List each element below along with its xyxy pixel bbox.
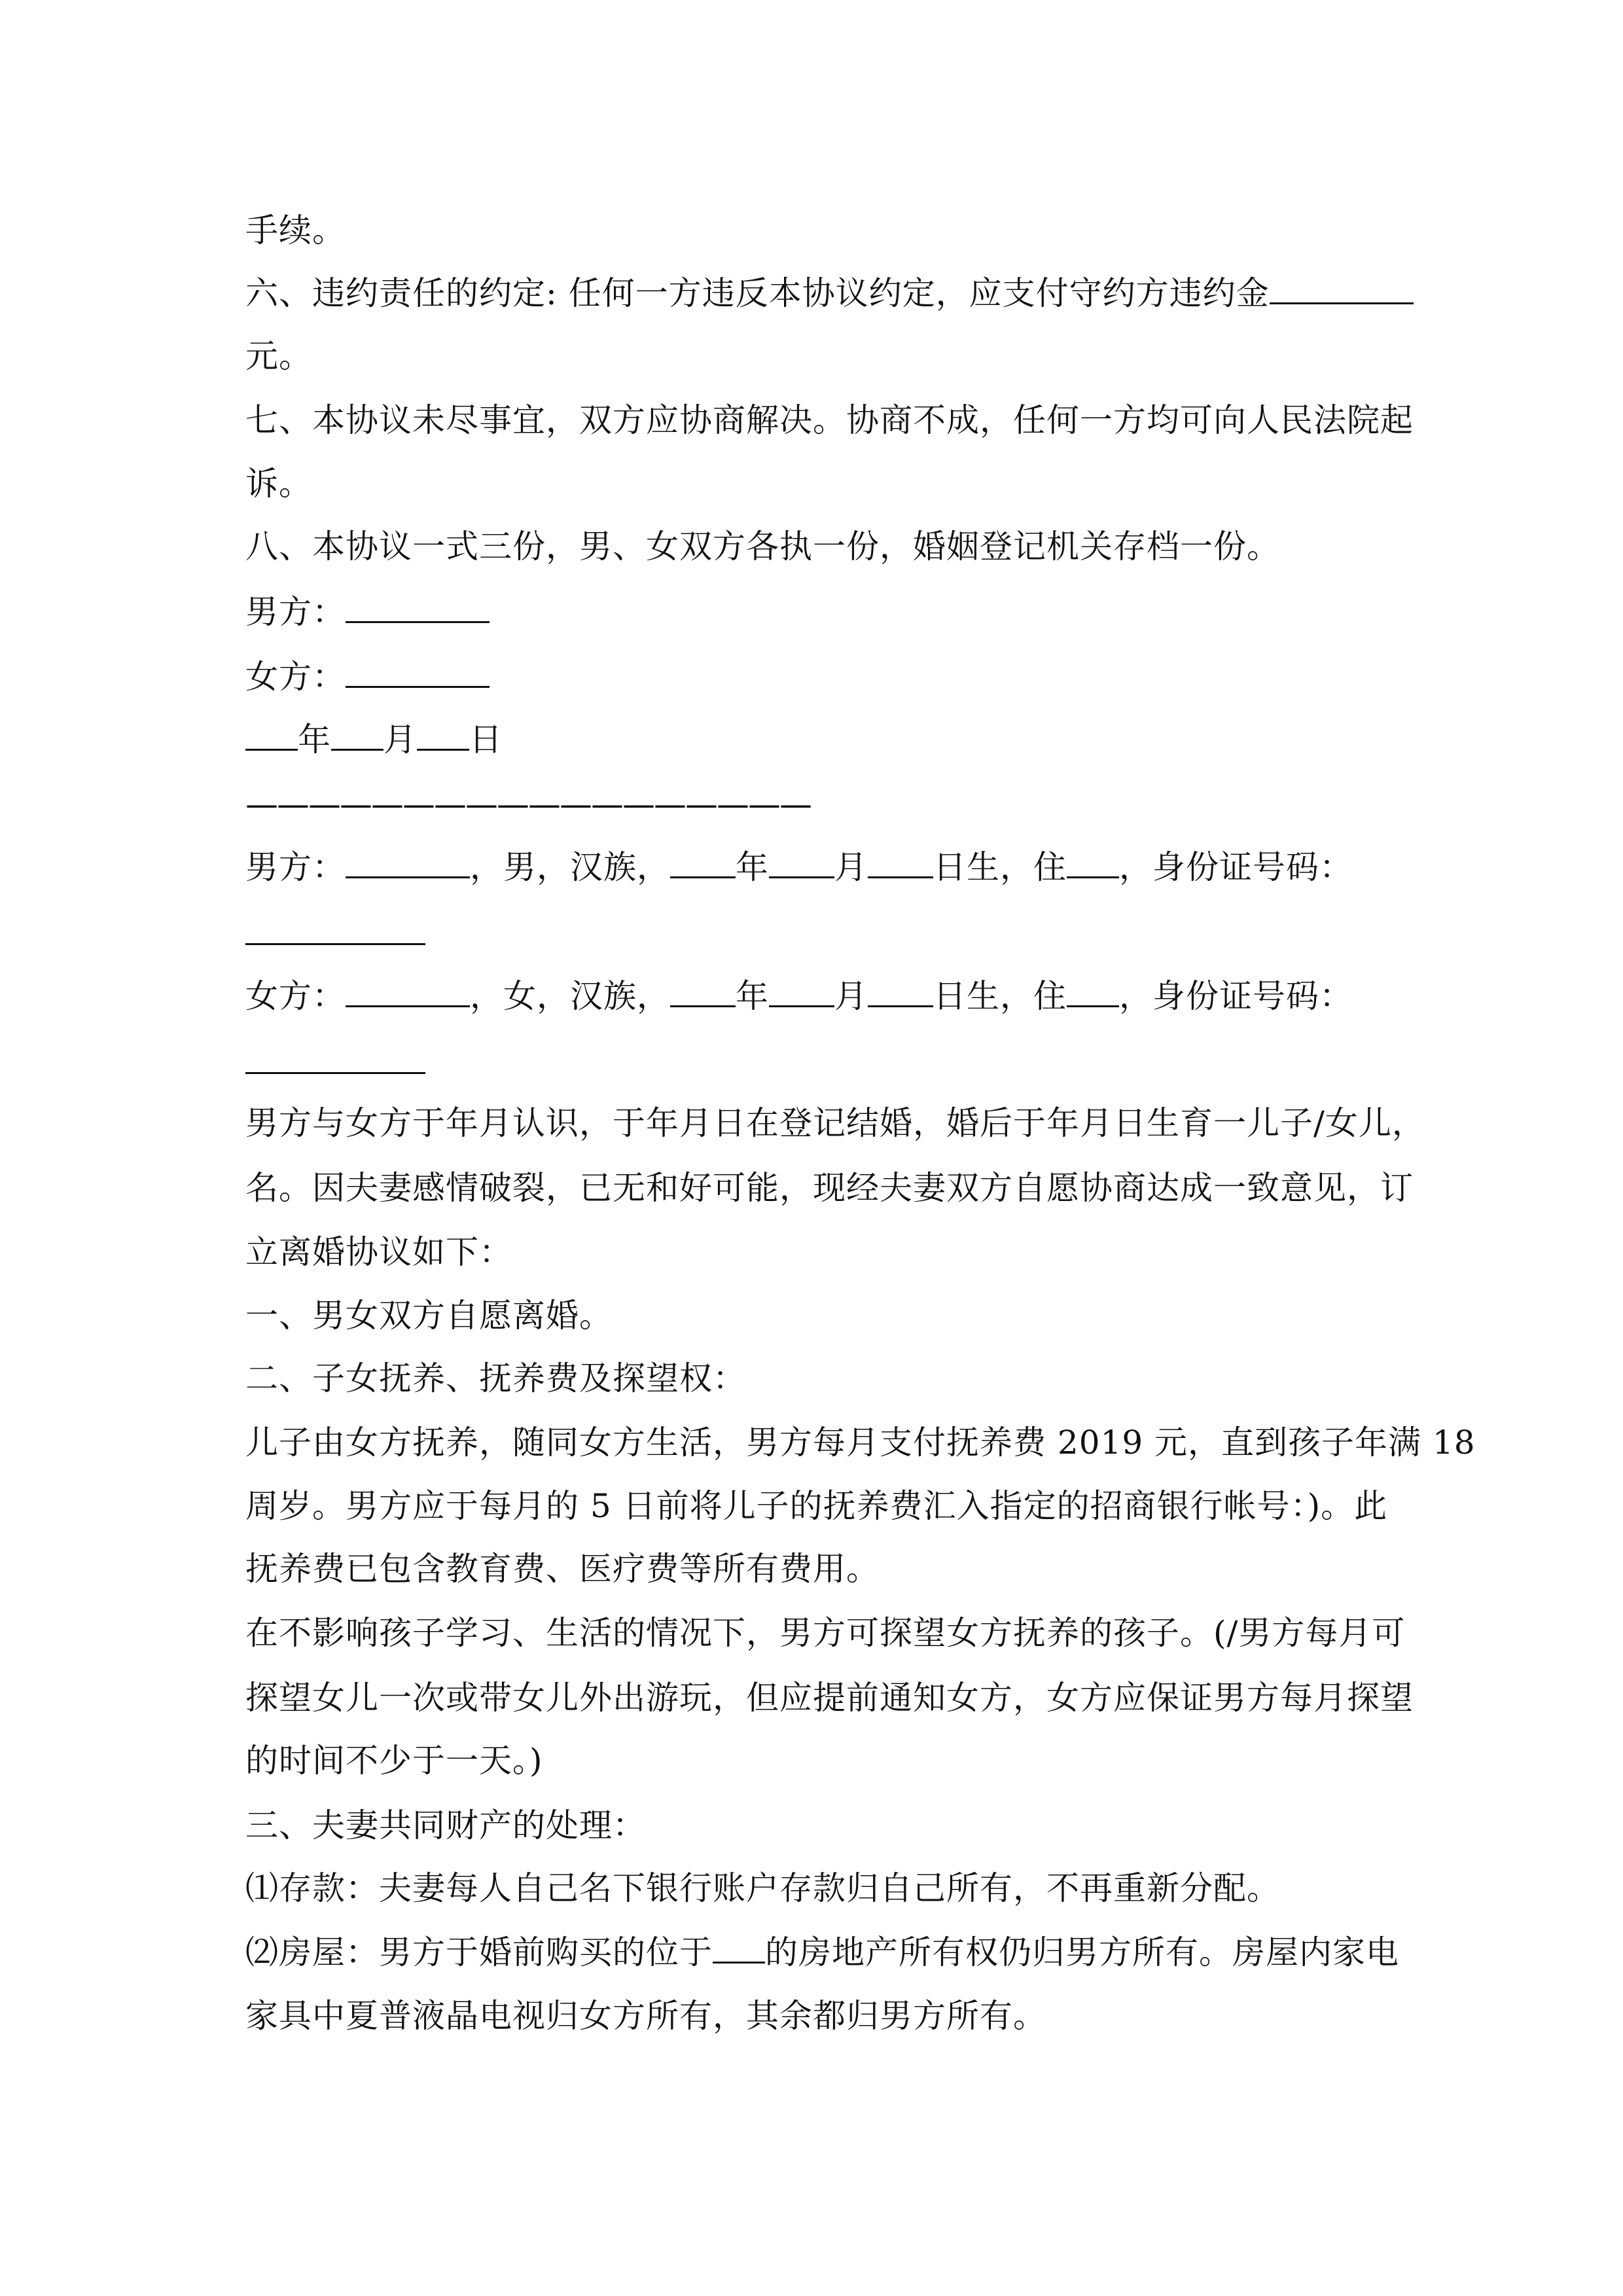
text-line: 抚养费已包含教育费、医疗费等所有费用。 bbox=[245, 1550, 880, 1588]
female-month-label: 月 bbox=[834, 977, 868, 1015]
male-month-label: 月 bbox=[834, 848, 868, 886]
male-born-label: 日生，住 bbox=[933, 848, 1067, 886]
male-gender-ethnicity: ，男，汉族， bbox=[470, 848, 670, 886]
female-id-label: ，身份证号码： bbox=[1119, 977, 1353, 1015]
clause-two: 二、子女抚养、抚养费及探望权： bbox=[245, 1359, 746, 1397]
text-line: 名。因夫妻感情破裂，已无和好可能，现经夫妻双方自愿协商达成一致意见，订 bbox=[245, 1169, 1414, 1207]
property-line bbox=[245, 1931, 1399, 1973]
female-year-label: 年 bbox=[736, 977, 769, 1015]
text-line: 周岁。男方应于每月的 5 日前将儿子的抚养费汇入指定的招商银行帐号：)。此 bbox=[245, 1487, 1388, 1525]
clause-eight: 八、本协议一式三份，男、女双方各执一份，婚姻登记机关存档一份。 bbox=[245, 528, 1280, 565]
text-line: 探望女儿一次或带女儿外出游玩，但应提前通知女方，女方应保证男方每月探望 bbox=[245, 1679, 1414, 1717]
female-address-blank[interactable] bbox=[1067, 977, 1119, 1007]
section-divider: —————————————————— bbox=[245, 785, 811, 823]
clause-three: 三、夫妻共同财产的处理： bbox=[245, 1806, 646, 1844]
female-party-label: 女方： bbox=[245, 977, 346, 1015]
property-text-a: ⑵房屋：男方于婚前购买的位于 bbox=[245, 1933, 713, 1971]
female-gender-ethnicity: ，女，汉族， bbox=[470, 977, 670, 1015]
female-birth-day-blank[interactable] bbox=[868, 977, 933, 1007]
clause-six-text: 六、违约责任的约定: 任何一方违反本协议约定，应支付守约方违约金 bbox=[245, 274, 1270, 312]
female-label: 女方： bbox=[245, 658, 346, 696]
signature-female bbox=[245, 656, 1384, 698]
male-birth-day-blank[interactable] bbox=[868, 848, 933, 878]
male-party-label: 男方： bbox=[245, 848, 346, 886]
clause-seven: 七、本协议未尽事宜，双方应协商解决。协商不成，任何一方均可向人民法院起 bbox=[245, 401, 1414, 439]
text-line: 元。 bbox=[245, 337, 312, 375]
male-party-info bbox=[245, 846, 1384, 888]
male-birth-year-blank[interactable] bbox=[670, 848, 736, 878]
text-line: 家具中夏普液晶电视归女方所有，其余都归男方所有。 bbox=[245, 1997, 1046, 2035]
female-born-label: 日生，住 bbox=[933, 977, 1067, 1015]
month-label: 月 bbox=[383, 721, 417, 759]
property-text-b: 的房地产所有权仍归男方所有。房屋内家电 bbox=[765, 1933, 1399, 1971]
text-line: 诉。 bbox=[245, 465, 312, 503]
year-label: 年 bbox=[298, 721, 331, 759]
text-line: 的时间不少于一天。) bbox=[245, 1742, 543, 1780]
text-line: 儿子由女方抚养，随同女方生活，男方每月支付抚养费 2019 元，直到孩子年满 18 bbox=[245, 1424, 1476, 1462]
clause-one: 一、男女双方自愿离婚。 bbox=[245, 1297, 613, 1335]
property-location-blank[interactable] bbox=[713, 1933, 765, 1964]
text-line: 在不影响孩子学习、生活的情况下，男方可探望女方抚养的孩子。(/男方每月可 bbox=[245, 1614, 1406, 1652]
day-label: 日 bbox=[469, 721, 503, 759]
clause-six bbox=[245, 272, 1384, 314]
signature-male bbox=[245, 591, 1384, 633]
penalty-amount-blank[interactable] bbox=[1270, 274, 1414, 304]
male-name-blank[interactable] bbox=[346, 848, 470, 878]
text-line: 手续。 bbox=[245, 211, 346, 249]
male-signature-blank[interactable] bbox=[346, 592, 490, 623]
female-birth-month-blank[interactable] bbox=[769, 977, 834, 1007]
day-blank[interactable] bbox=[417, 720, 469, 751]
year-blank[interactable] bbox=[245, 720, 298, 751]
month-blank[interactable] bbox=[331, 720, 383, 751]
text-line: 男方与女方于年月认识，于年月日在登记结婚，婚后于年月日生育一儿子/女儿， bbox=[245, 1104, 1425, 1142]
signature-date bbox=[245, 719, 1384, 761]
male-year-label: 年 bbox=[736, 848, 769, 886]
female-birth-year-blank[interactable] bbox=[670, 977, 736, 1007]
male-birth-month-blank[interactable] bbox=[769, 848, 834, 878]
male-id-blank[interactable] bbox=[245, 943, 425, 945]
female-party-info bbox=[245, 975, 1384, 1017]
text-line: ⑴存款：夫妻每人自己名下银行账户存款归自己所有，不再重新分配。 bbox=[245, 1869, 1280, 1907]
female-id-blank[interactable] bbox=[245, 1072, 425, 1074]
male-address-blank[interactable] bbox=[1067, 848, 1119, 878]
text-line: 立离婚协议如下： bbox=[245, 1233, 512, 1271]
male-label: 男方： bbox=[245, 593, 346, 631]
male-id-label: ，身份证号码： bbox=[1119, 848, 1353, 886]
female-name-blank[interactable] bbox=[346, 977, 470, 1007]
female-signature-blank[interactable] bbox=[346, 657, 490, 688]
